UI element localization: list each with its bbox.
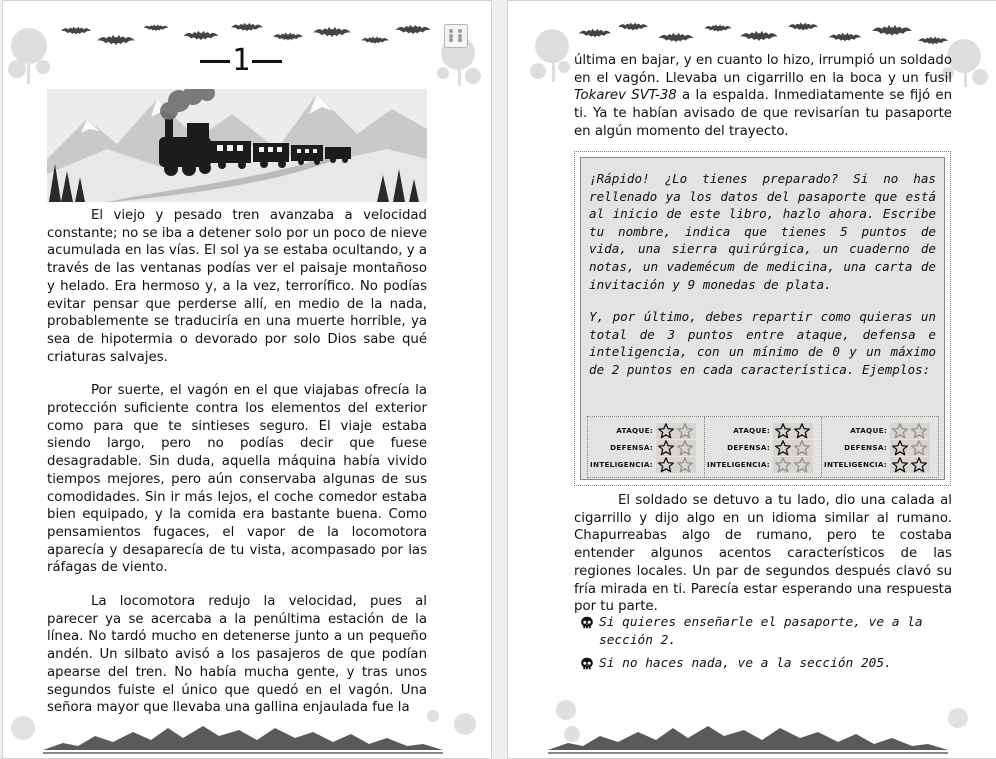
story-intro (574, 52, 952, 141)
paragraph: El viejo y pesado tren avanzaba a velocidad constante; no se iba a detener solo por un poco de nieve acumulada en las vías. El sol ya se estaba ocultando, y a través de las ventanas podías ver el paisaje montañoso y helado. Era hermoso y, a la vez, terrorífico. No podías evitar pensar que perderse allí, en medio de la nada, probablemente se traduciría en una muerte horrible, ya sea de hipotermia o devorado por solo Dios sabe qué criaturas salvajes. (47, 208, 427, 365)
story-text-left (47, 207, 427, 717)
stat-examples (587, 416, 939, 478)
paragraph: Por suerte, el vagón en el que viajabas ofrecía la protección suficiente contra los elementos del exterior como para que te sintieses seguro. El viaje estaba siendo largo, pero no podías decir que fuese desagradable. Sin duda, aquella máquina había vivido tiempos mejores, pero aún conservaba algunas de sus comodidades. Sin ir más lejos, el coche comedor estaba bien equipado, y la comida era bastante buena. Como pensamientos fugaces, el vapor de la locomotora aparecía y desaparecía de tu vista, acompasado por las ráfagas de viento. (47, 383, 427, 576)
mountain-border-bottom (3, 688, 491, 758)
stat-row-inteligencia (822, 457, 937, 474)
dice-button[interactable] (444, 24, 468, 48)
stat-label: ATAQUE: (850, 426, 887, 435)
instruction-box-inner (580, 157, 945, 480)
box-paragraph: Y, por último, debes repartir como quieras un total de 3 puntos entre ataque, defensa e inteligencia, con un mínimo de 0 y un máximo de 2 puntos en cada característica. Ejemplos: (589, 309, 936, 377)
right-page (507, 0, 996, 759)
paragraph: La locomotora redujo la velocidad, pues al parecer ya se acercaba a la penúltima estación de la línea. No tardó mucho en detenerse junto a un pequeño andén. Un silbato avisó a los pasajeros de que podían apearse del tren. No había mucha gente, y tras unos segundos fuiste el único que quedó en el vagón. Una señora mayor que llevaba una gallina enjaulada fue la (47, 594, 427, 716)
star-rating (656, 423, 696, 439)
star-rating (890, 440, 930, 456)
section-number (181, 43, 301, 78)
left-page (2, 0, 492, 759)
star-rating (890, 423, 930, 439)
option-show-passport[interactable] (599, 614, 951, 650)
box-paragraph: ¡Rápido! ¿Lo tienes preparado? Si no has rellenado ya los datos del pasaporte que está al inicio de este libro, hazlo ahora. Escribe tu nombre, indica que tienes 5 puntos de vida, una sierra quirúrgica, un cuaderno de notas, un vademécum de medicina, una carta de invitación y 9 monedas de plata. (589, 171, 936, 292)
mountain-border-bottom (508, 688, 996, 758)
stat-row-defensa (588, 440, 703, 457)
instruction-box (574, 151, 951, 486)
section-number-value: 1 (231, 43, 251, 78)
skull-icon (580, 616, 594, 630)
stat-label: INTELIGENCIA: (706, 460, 770, 469)
option-text: Si quieres enseñarle el pasaporte, ve a la sección 2. (599, 615, 923, 648)
option-do-nothing[interactable] (599, 655, 951, 673)
weapon-name: Tokarev SVT-38 (574, 88, 677, 104)
train-illustration (47, 89, 427, 202)
stat-row-ataque (588, 423, 703, 440)
intro-text-continued: a la espalda. Inmediatamente se fijó en ti. Ya te habían avisado de que revisarían tu pasaporte en algún momento del trayecto. (574, 88, 953, 139)
star-rating (656, 440, 696, 456)
stat-label: INTELIGENCIA: (823, 460, 887, 469)
option-text: Si no haces nada, ve a la sección 205. (599, 656, 892, 671)
star-rating (773, 457, 813, 473)
stat-label: DEFENSA: (727, 443, 770, 452)
skull-icon (580, 657, 594, 671)
stat-example (705, 417, 822, 477)
intro-text: última en bajar, y en cuanto lo hizo, irrumpió un soldado en el vagón. Llevaba un cigarrillo en la boca y un fusil (574, 53, 952, 86)
star-rating (890, 457, 930, 473)
stat-label: DEFENSA: (610, 443, 653, 452)
stat-row-inteligencia (705, 457, 820, 474)
stat-example (588, 417, 705, 477)
stat-label: INTELIGENCIA: (589, 460, 653, 469)
stat-label: ATAQUE: (733, 426, 770, 435)
stat-label: DEFENSA: (844, 443, 887, 452)
stat-example (822, 417, 938, 477)
story-text-right (574, 492, 952, 616)
star-rating (773, 440, 813, 456)
star-rating (656, 457, 696, 473)
stat-label: ATAQUE: (616, 426, 653, 435)
stat-row-defensa (705, 440, 820, 457)
stat-row-defensa (822, 440, 937, 457)
star-rating (773, 423, 813, 439)
stat-row-ataque (705, 423, 820, 440)
stat-row-inteligencia (588, 457, 703, 474)
paragraph: El soldado se detuvo a tu lado, dio una calada al cigarrillo y dijo algo en un idioma similar al rumano. Chapurreabas algo de rumano, pero te costaba entender algunos acentos característicos de las regiones locales. Un par de segundos después clavó su fría mirada en ti. Parecía estar esperando una respuesta por tu parte. (574, 493, 952, 615)
stat-row-ataque (822, 423, 937, 440)
